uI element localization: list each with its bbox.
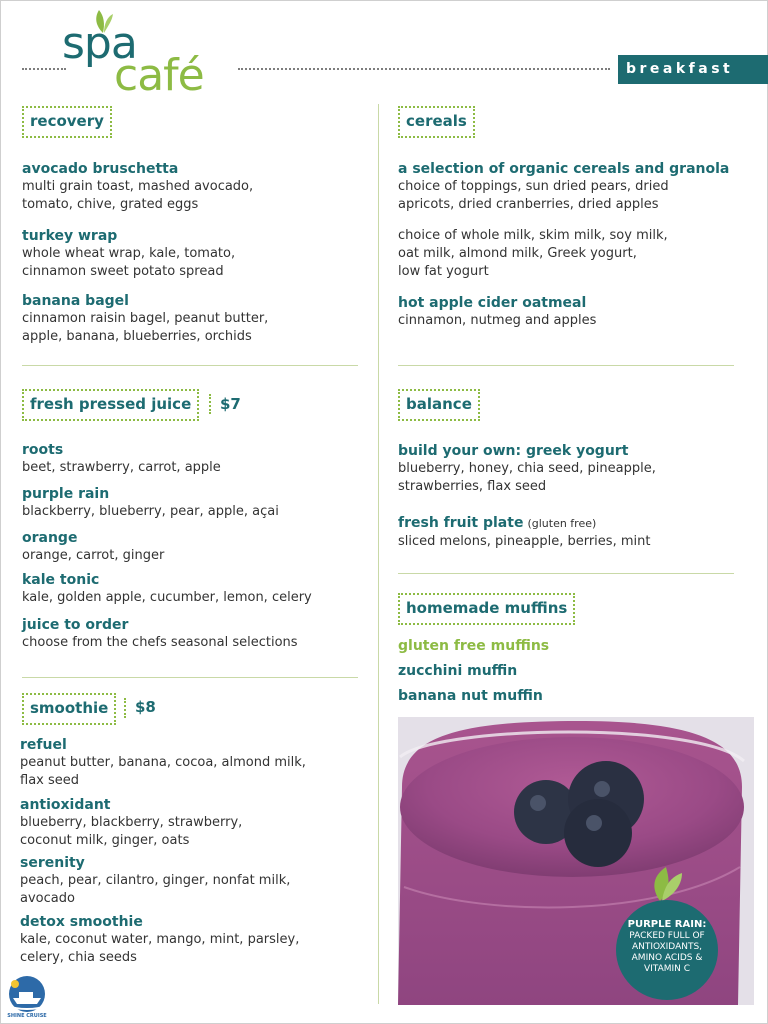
item-desc: tomato, chive, grated eggs [22,197,199,212]
item-desc: kale, golden apple, cucumber, lemon, celery [22,590,312,605]
menu-item [398,160,748,214]
menu-item [22,571,372,607]
item-desc: avocado [20,891,75,906]
item-name: banana nut muffin [398,688,543,704]
badge-line: ANTIOXIDANTS, [631,942,703,952]
section-title-smoothie: smoothie [22,693,116,725]
shine-cruise-watermark [3,972,51,1022]
divider [398,365,734,366]
menu-item [398,662,748,680]
menu-item [20,913,370,967]
item-desc: choice of whole milk, skim milk, soy milk, [398,228,668,243]
item-name: refuel [20,737,67,753]
item-name: avocado bruschetta [22,161,179,177]
item-name: hot apple cider oatmeal [398,295,587,311]
item-desc: celery, chia seeds [20,950,137,965]
item-desc: coconut milk, ginger, oats [20,833,190,848]
dotted-separator [124,698,126,718]
item-desc: strawberries, flax seed [398,479,547,494]
menu-item [398,294,748,330]
item-name: juice to order [22,617,129,633]
item-desc: peanut butter, banana, cocoa, almond milk, [20,755,306,770]
menu-item [398,442,748,496]
menu-item [22,227,372,281]
section-title-juice: fresh pressed juice [22,389,199,421]
item-name: turkey wrap [22,228,118,244]
divider [22,365,358,366]
menu-item [22,441,372,477]
item-desc: blackberry, blueberry, pear, apple, açai [22,504,279,519]
item-name: antioxidant [20,797,111,813]
section-price: $8 [135,698,156,716]
item-desc: beet, strawberry, carrot, apple [22,460,221,475]
item-name: kale tonic [22,572,100,588]
badge-line: AMINO ACIDS & [631,953,703,963]
menu-item [398,637,748,655]
dotted-separator [209,394,211,414]
item-desc: blueberry, honey, chia seed, pineapple, [398,461,656,476]
badge-line: VITAMIN C [643,964,691,974]
menu-item [398,514,748,551]
item-name: orange [22,530,78,546]
item-name: serenity [20,855,85,871]
item-desc: low fat yogurt [398,264,489,279]
item-desc: apricots, dried cranberries, dried apples [398,197,659,212]
item-desc: orange, carrot, ginger [22,548,165,563]
section-price: $7 [220,395,241,413]
item-desc: sliced melons, pineapple, berries, mint [398,534,651,549]
header-divider-left [22,68,66,70]
watermark-text: SHINE CRUISE [7,1013,47,1019]
item-desc: multi grain toast, mashed avocado, [22,179,254,194]
badge-line: PACKED FULL OF [629,931,705,941]
section-title-balance: balance [398,389,480,421]
logo-word-cafe: café [114,50,204,101]
column-divider [378,104,379,1004]
item-name: purple rain [22,486,110,502]
menu-category-tab: breakfast [618,55,768,84]
item-name: banana bagel [22,293,129,309]
purple-rain-badge [616,900,718,1000]
item-name: fresh fruit plate [398,515,524,531]
section-title-recovery: recovery [22,106,112,138]
item-note: (gluten free) [527,517,597,530]
menu-item [22,616,372,652]
menu-item [20,796,370,850]
item-desc: flax seed [20,773,80,788]
menu-item [20,854,370,908]
item-name: gluten free muffins [398,638,550,654]
item-desc: oat milk, almond milk, Greek yogurt, [398,246,637,261]
item-desc: blueberry, blackberry, strawberry, [20,815,243,830]
item-desc: cinnamon sweet potato spread [22,264,224,279]
item-desc: cinnamon raisin bagel, peanut butter, [22,311,269,326]
item-name: build your own: greek yogurt [398,443,629,459]
item-desc: peach, pear, cilantro, ginger, nonfat milk, [20,873,291,888]
item-desc: apple, banana, blueberries, orchids [22,329,252,344]
menu-item [398,227,748,281]
menu-item [22,485,372,521]
item-desc: kale, coconut water, mango, mint, parsley, [20,932,300,947]
item-desc: choose from the chefs seasonal selections [22,635,298,650]
item-name: detox smoothie [20,914,143,930]
menu-item [398,687,748,705]
item-name: a selection of organic cereals and granola [398,161,730,177]
item-desc: whole wheat wrap, kale, tomato, [22,246,236,261]
spa-cafe-logo [62,8,232,100]
logo-word-spa: spa [62,18,137,69]
section-title-cereals: cereals [398,106,475,138]
header-divider-right [238,68,610,70]
item-name: zucchini muffin [398,663,518,679]
item-desc: choice of toppings, sun dried pears, dried [398,179,669,194]
menu-item [22,160,372,214]
divider [398,573,734,574]
item-name: roots [22,442,64,458]
menu-item [22,292,372,346]
menu-item [22,529,372,565]
menu-item [20,736,370,790]
item-desc: cinnamon, nutmeg and apples [398,313,597,328]
section-title-muffins: homemade muffins [398,593,575,625]
divider [22,677,358,678]
badge-title: PURPLE RAIN: [627,919,707,930]
